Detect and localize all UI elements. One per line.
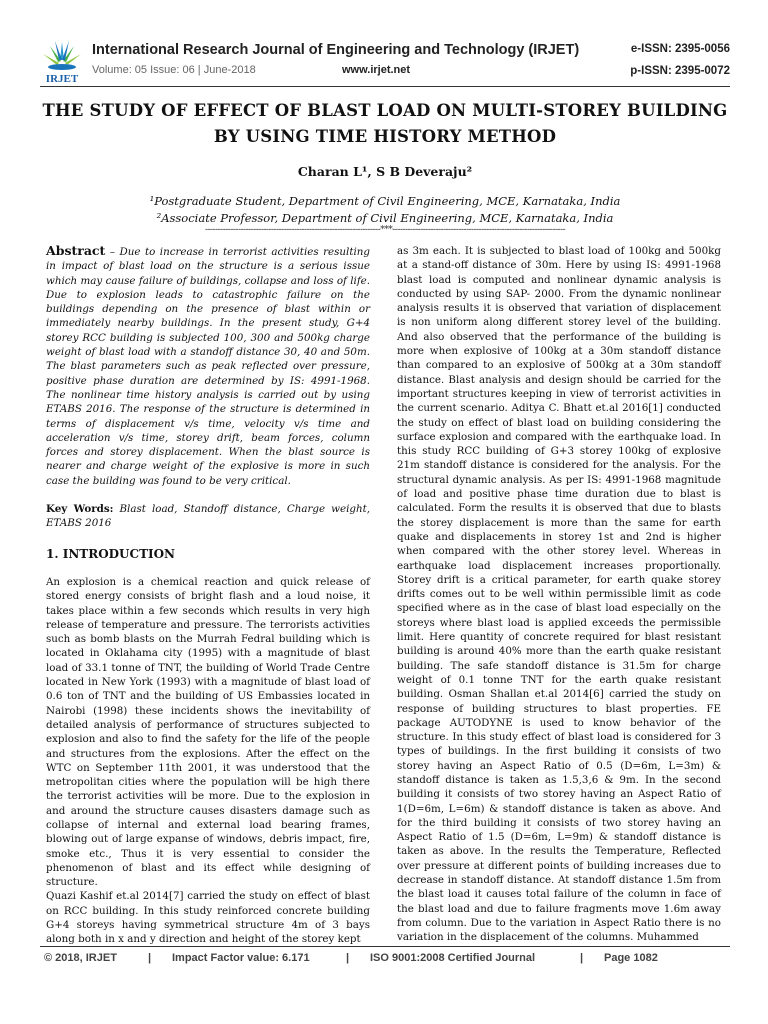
affiliation-1: ¹Postgraduate Student, Department of Civil Engineering, MCE, Karnataka, India [149, 194, 621, 208]
footer-bar: | [148, 952, 152, 964]
footer-bar: | [346, 952, 350, 964]
header-divider [40, 86, 730, 87]
footer-impact-factor: Impact Factor value: 6.171 [172, 952, 310, 964]
paper-title [40, 98, 730, 150]
title-line-1: THE STUDY OF EFFECT OF BLAST LOAD ON MULTI-STOREY BUILDING [42, 101, 728, 120]
footer-bar: | [580, 952, 584, 964]
abstract-text: – Due to increase in terrorist activities resulting in impact of blast load on the structure is a serious issue which may cause failure of buildings, collapse and loss of life. Due to explosion leads to catastrophic failure on the buildings depending on the presence of blast within or immediately nearby buildings. In the present study, G+4 storey RCC building is subjected 100, 300 and 500kg charge weight of blast load with a standoff distance 30, 40 and 50m. The blast parameters such as peak reflected over pressure, positive phase duration are determined by IS: 4991-1968. The nonlinear time history analysis is carried out by using ETABS 2016. The response of the structure is determined in terms of displacement v/s time, velocity v/s time and acceleration v/s time, storey drift, beam forces, column forces and storey displacement. When the blast source is nearer and charge weight of the explosive is more in such case the building was found to be very critical. [46, 246, 370, 487]
right-column [397, 244, 721, 945]
title-line-2: BY USING TIME HISTORY METHOD [213, 127, 557, 146]
page-header [40, 38, 730, 90]
volume-issue: Volume: 05 Issue: 06 | June-2018 [92, 64, 256, 76]
footer-page-number: Page 1082 [604, 952, 658, 964]
irjet-logo [40, 38, 84, 88]
footer-iso: ISO 9001:2008 Certified Journal [370, 952, 536, 964]
intro-paragraph-2: Quazi Kashif et.al 2014[7] carried the study on effect of blast on RCC building. In this study reinforced concrete building G+4 storeys having symmetrical structure 4m of 3 bays along both in x and y direction and height of the storey kept [46, 890, 370, 946]
section-heading-introduction: 1. INTRODUCTION [46, 546, 176, 561]
left-column [46, 244, 370, 947]
keywords-text: Blast load, Standoff distance, Charge weight, ETABS 2016 [46, 503, 370, 530]
logo-text: IRJET [45, 73, 79, 85]
keywords-label: Key Words: [46, 503, 114, 516]
journal-name: International Research Journal of Engineering and Technology (IRJET) [92, 42, 580, 58]
e-issn: e-ISSN: 2395-0056 [630, 43, 730, 55]
intro-paragraph-continued: as 3m each. It is subjected to blast load of 100kg and 500kg at a stand-off distance of 30m. Here by using IS: 4991-1968 blast load is computed and nonlinear dynamic analysis is conducted by using SAP- 2000. From the dynamic nonlinear analysis results it is observed that variation of displacement is non uniform along different storey level of the building. And also observed that the performance of the building is more when explosive of 100kg at a 30m standoff distance than compared to an explosive of 500kg at a 30m standoff distance. Blast analysis and design should be carried for the important structures keeping in view of terrorist activities in the current scenario. Aditya C. Bhatt et.al 2016[1] conducted the study on effect of blast load on building considering the surface explosion and compared with the earthquake load. In this study RCC building of G+3 storey 100kg of explosive 21m standoff distance is considered for the analysis. For the structural dynamic analysis. As per IS: 4991-1968 magnitude of load and positive phase time duration due to blast is calculated. Form the results it is observed that due to blasts the storey displacement is more than the same for earth quake and displacements in storey 1st and 2nd is higher when compared with the other storey level. Whereas in earthquake load displacement increases proportionally. Storey drift is a critical parameter, for earth quake storey drifts comes out to be well within permissible limit as code specified where as in the case of blast load especially on the storeys where blast load is applied exceeds the permissible limit. Here quantity of concrete required for blast resistant building is around 40% more than the earth quake resistant building. The safe standoff distance is 31.5m for charge weight of 0.1 tonne TNT for the earth quake resistant building. Osman Shallan et.al 2014[6] carried the study on response of building structures to blast properties. FE package AUTODYNE is used to know behavior of the structure. In this study effect of blast load is considered for 3 types of buildings. In the first building it consists of two storey having an Aspect Ratio of 0.5 (D=6m, L=3m) & standoff distance is taken as 1.5,3,6 & 9m. In the second building it consists of two storey having an Aspect Ratio of 1(D=6m, L=6m) & standoff distance is taken as above. And for the third building it consists of two storey having an Aspect Ratio of 1.5 (D=6m, L=9m) & standoff distance is taken as above. In the results the Temperature, Reflected over pressure at different points of building increases due to decrease in standoff distance. At standoff distance 1.5m from the blast load it causes total failure of the column in face of the blast load and due to failure fragments move 1.6m away from column. Due to the variation in Aspect Ratio there is no variation in the displacement of the columns. Muhammed [397, 245, 721, 944]
affiliation-2: ²Associate Professor, Department of Civil Engineering, MCE, Karnataka, India [156, 211, 614, 225]
p-issn: p-ISSN: 2395-0072 [630, 65, 730, 77]
section-separator: ---------------------------------------------------------------------***-------------------------------------------------------------------- [204, 225, 566, 235]
intro-paragraph-1: An explosion is a chemical reaction and quick release of stored energy consists of bright flash and a loud noise, it takes place within a few seconds which results in very high release of temperature and pressure. The terrorists activities such as bomb blasts on the Murrah Fedral building which is located in Oklahama city (1995) with a magnitude of blast load of 33.1 tonne of TNT, the building of World Trade Centre located in New York (1993) with a magnitude of blast load of 0.6 ton of TNT and the building of US Embassies located in Nairobi (1998) these incidents shows the inevitability of detailed analysis of performance of structures subjected to explosion and also to find the safety for the life of the people and structures from the explosions. After the effect on the WTC on September 11th 2001, it was understood that the metropolitan cities where the population will be high there the terrorist activities will be more. Due to the explosion in and around the structure causes disasters damage such as collapse of internal and external load bearing frames, blowing out of large expanse of windows, debris impact, fire, smoke etc., Thus it is very essential to consider the phenomenon of blast and its effect while designing of structure. [46, 575, 370, 889]
journal-website[interactable]: www.irjet.net [342, 64, 411, 76]
footer-copyright: © 2018, IRJET [44, 952, 117, 964]
abstract-label: Abstract [46, 243, 106, 258]
keywords [46, 502, 370, 531]
abstract [46, 244, 370, 488]
authors: Charan L¹, S B Deveraju² [297, 164, 473, 179]
footer-divider [40, 946, 730, 947]
